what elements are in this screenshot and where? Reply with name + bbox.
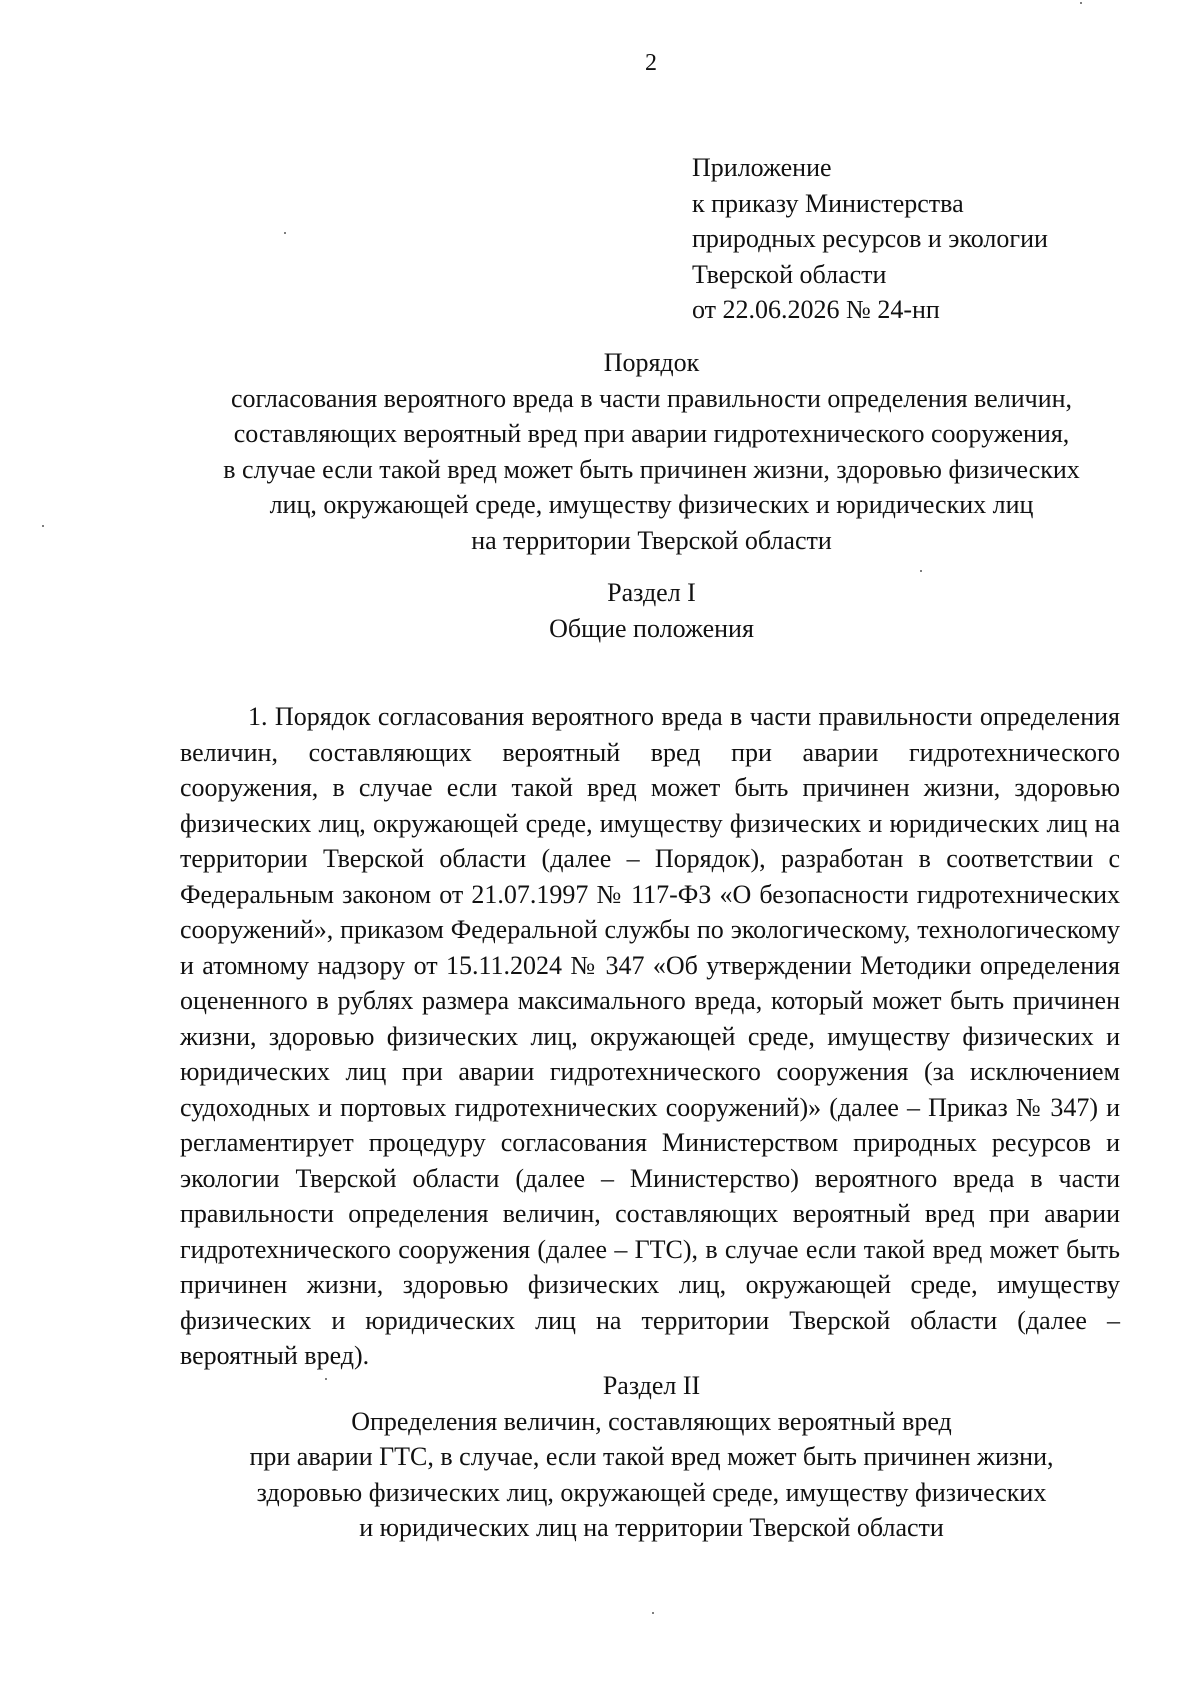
appendix-block <box>692 150 1048 328</box>
document-title <box>176 345 1127 558</box>
title-line: согласования вероятного вреда в части правильности определения величин, <box>230 383 1073 413</box>
title-heading: Порядок <box>603 348 700 377</box>
section-number: Раздел I <box>607 578 696 607</box>
section-number: Раздел II <box>602 1371 701 1400</box>
section-1-heading <box>176 575 1127 646</box>
section-name-line: и юридических лиц на территории Тверской области <box>359 1513 944 1542</box>
scan-speck <box>284 232 286 234</box>
section-2-heading <box>176 1368 1127 1546</box>
scan-speck <box>42 525 44 527</box>
section-name-line: при аварии ГТС, в случае, если такой вред может быть причинен жизни, <box>249 1442 1054 1471</box>
title-line: на территории Тверской области <box>471 525 832 555</box>
section-name-line: здоровью физических лиц, окружающей среде, имуществу физических <box>256 1477 1047 1507</box>
section-name: Общие положения <box>549 613 754 643</box>
section-name-line: Определения величин, составляющих вероятный вред <box>351 1406 952 1436</box>
appendix-line: Приложение <box>692 153 832 182</box>
title-line: в случае если такой вред может быть причинен жизни, здоровью физических <box>223 454 1080 484</box>
appendix-line: природных ресурсов и экологии <box>692 224 1048 253</box>
scan-speck <box>325 1378 327 1380</box>
scan-speck <box>652 1612 654 1614</box>
title-line: составляющих вероятный вред при аварии гидротехнического сооружения, <box>233 419 1070 448</box>
page-number: 2 <box>645 50 657 76</box>
scan-speck <box>1080 2 1082 4</box>
appendix-line: к приказу Министерства <box>692 188 964 218</box>
appendix-line: Тверской области <box>692 259 887 289</box>
title-line: лиц, окружающей среде, имуществу физических и юридических лиц <box>269 490 1034 519</box>
paragraph-1: 1. Порядок согласования вероятного вреда в части правильности определения величин, составляющих вероятный вред при аварии гидротехнического сооружения, в случае если такой вред может быть причинен жизни, здоровью физических лиц, окружающей среде, имуществу физических и юридических лиц на территории Тверской области (далее – Порядок), разработан в соответствии с Федеральным законом от 21.07.1997 № 117-ФЗ «О безопасности гидротехнических сооружений», приказом Федеральной службы по экологическому, технологическому и атомному надзору от 15.11.2024 № 347 «Об утверждении Методики определения оцененного в рублях размера максимального вреда, который может быть причинен жизни, здоровью физических лиц, окружающей среде, имуществу физических и юридических лиц при аварии гидротехнического сооружения (за исключением судоходных и портовых гидротехнических сооружений)» (далее – Приказ № 347) и регламентирует процедуру согласования Министерством природных ресурсов и экологии Тверской области (далее – Министерство) вероятного вреда в части правильности определения величин, составляющих вероятный вред при аварии гидротехнического сооружения (далее – ГТС), в случае если такой вред может быть причинен жизни, здоровью физических лиц, окружающей среде, имуществу физических и юридических лиц на территории Тверской области (далее – вероятный вред). <box>180 702 1120 1370</box>
appendix-date-number: от 22.06.2026 № 24-нп <box>692 295 940 324</box>
scan-speck <box>920 570 922 572</box>
